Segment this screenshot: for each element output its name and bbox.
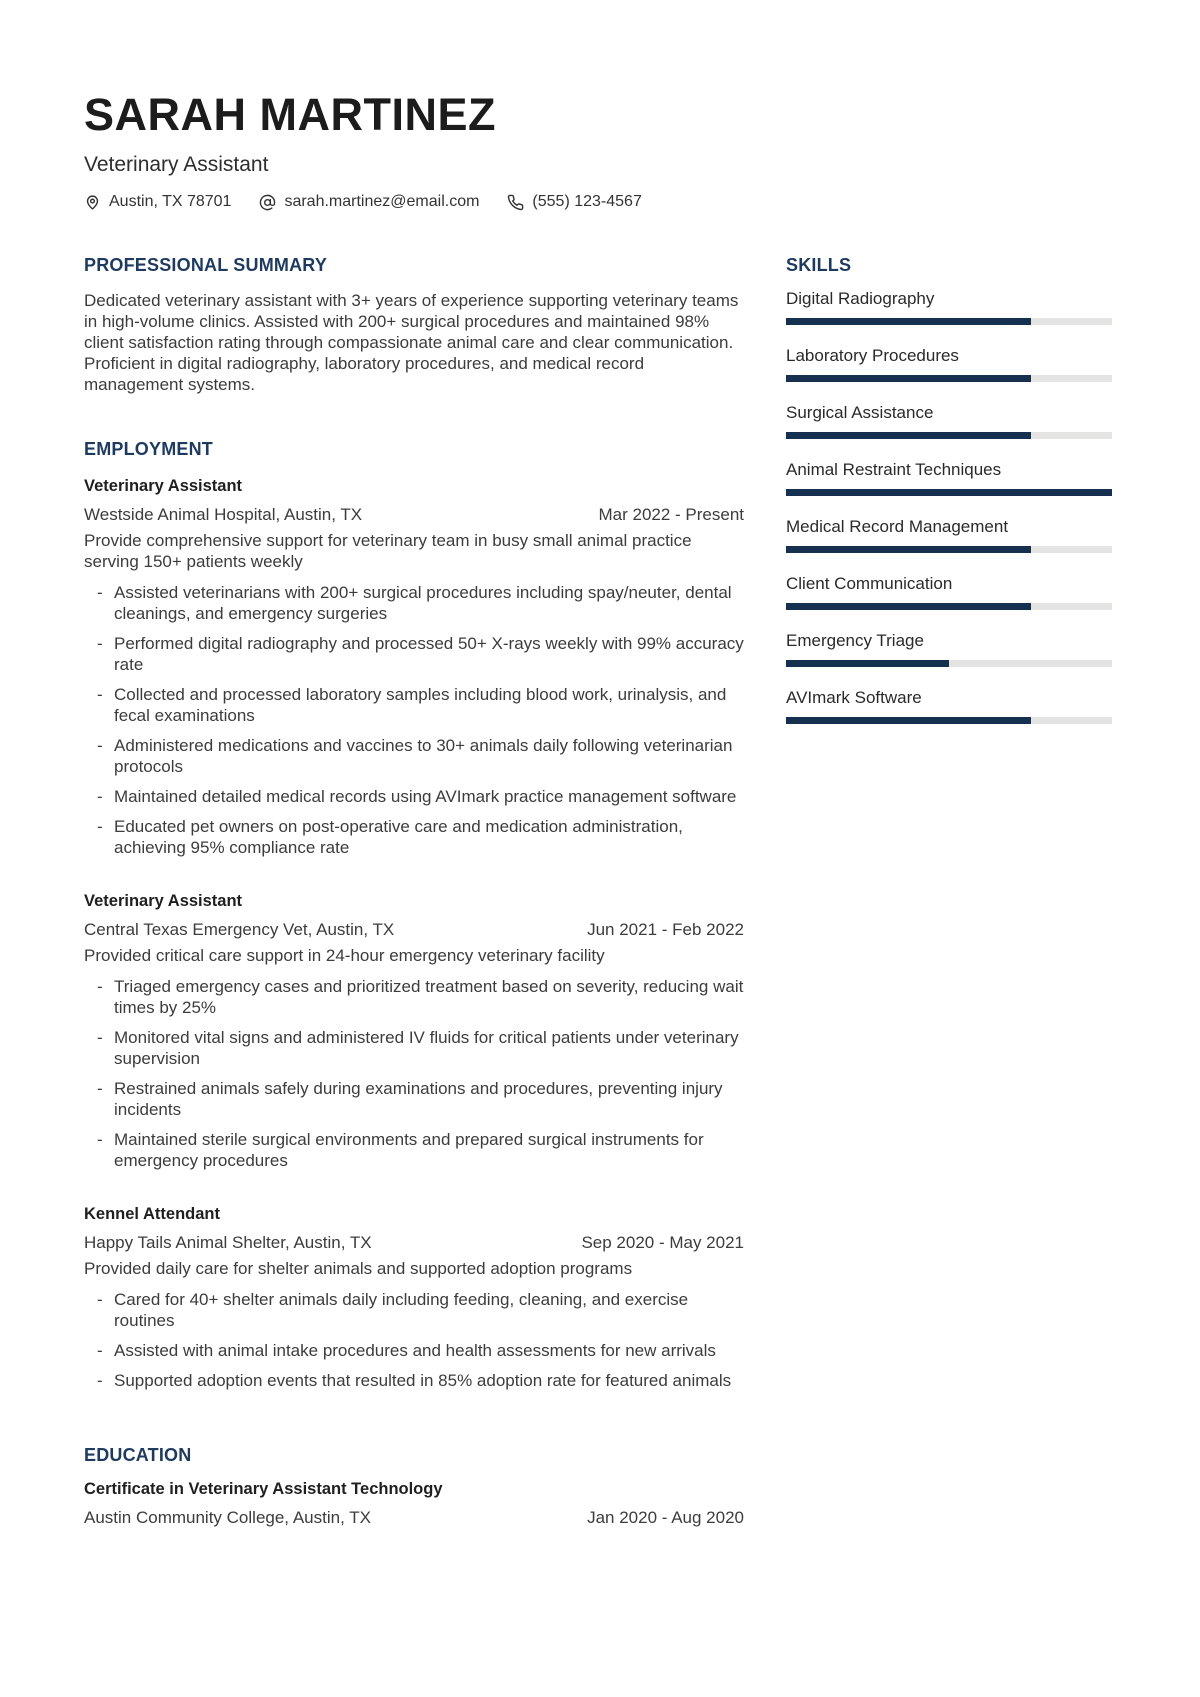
skill-bar-track	[786, 546, 1112, 553]
skill-label: Surgical Assistance	[786, 402, 934, 422]
employment-heading: EMPLOYMENT	[84, 438, 214, 459]
bullet-item: - Administered medications and vaccines to 30+ animals daily following veterinarian protocols	[84, 735, 744, 777]
skill-bar-fill	[786, 546, 1031, 553]
section-education	[84, 1445, 744, 1528]
skill-item	[786, 460, 1112, 496]
skill-item	[786, 403, 1112, 439]
skill-bar-fill	[786, 318, 1031, 325]
candidate-job-title: Veterinary Assistant	[84, 153, 269, 176]
skill-item	[786, 631, 1112, 667]
job-entry	[84, 477, 744, 858]
skill-bar-fill	[786, 489, 1112, 496]
skill-label: Laboratory Procedures	[786, 345, 959, 365]
job-bullets	[84, 582, 744, 858]
skill-bar-track	[786, 489, 1112, 496]
job-entry	[84, 892, 744, 1171]
resume-header	[84, 89, 1112, 211]
education-school: Austin Community College, Austin, TX	[84, 1508, 371, 1528]
job-company: Happy Tails Animal Shelter, Austin, TX	[84, 1232, 372, 1252]
job-meta-row	[84, 504, 744, 525]
map-pin-icon	[84, 194, 101, 211]
bullet-item: - Collected and processed laboratory samples including blood work, urinalysis, and fecal examinations	[84, 684, 744, 726]
bullet-item: - Monitored vital signs and administered IV fluids for critical patients under veterinary supervision	[84, 1027, 744, 1069]
section-skills	[786, 255, 1112, 1528]
summary-text: Dedicated veterinary assistant with 3+ years of experience supporting veterinary teams in high-volume clinics. Assisted with 200+ surgical procedures and maintained 98% client satisfaction rating through compassionate animal care and clear communication. Proficient in digital radiography, laboratory procedures, and medical record management systems.	[84, 290, 739, 394]
job-entry	[84, 1205, 744, 1391]
skill-bar-track	[786, 318, 1112, 325]
skill-bar-fill	[786, 432, 1031, 439]
contact-phone-text: (555) 123-4567	[532, 193, 642, 211]
at-sign-icon	[259, 194, 276, 211]
skill-bar-fill	[786, 717, 1031, 724]
main-column	[84, 255, 744, 1528]
bullet-item: - Assisted veterinarians with 200+ surgical procedures including spay/neuter, dental cleanings, and emergency surgeries	[84, 582, 744, 624]
job-dates: Mar 2022 - Present	[598, 505, 744, 525]
contact-phone	[507, 193, 641, 211]
skill-bar-fill	[786, 660, 949, 667]
section-employment	[84, 439, 744, 1391]
bullet-item: - Triaged emergency cases and prioritized treatment based on severity, reducing wait times by 25%	[84, 976, 744, 1018]
education-heading: EDUCATION	[84, 1444, 192, 1465]
bullet-item: - Performed digital radiography and processed 50+ X-rays weekly with 99% accuracy rate	[84, 633, 744, 675]
education-dates: Jan 2020 - Aug 2020	[587, 1508, 744, 1528]
content-columns	[84, 255, 1112, 1528]
bullet-item: - Assisted with animal intake procedures and health assessments for new arrivals	[84, 1340, 744, 1361]
job-dates: Jun 2021 - Feb 2022	[587, 920, 744, 940]
candidate-name: SARAH MARTINEZ	[84, 89, 496, 140]
skill-label: Emergency Triage	[786, 630, 924, 650]
phone-icon	[507, 194, 524, 211]
skills-heading: SKILLS	[786, 255, 852, 276]
bullet-item: - Maintained sterile surgical environments and prepared surgical instruments for emergency procedures	[84, 1129, 744, 1171]
skill-item	[786, 574, 1112, 610]
skill-item	[786, 688, 1112, 724]
bullet-item: - Restrained animals safely during examinations and procedures, preventing injury incidents	[84, 1078, 744, 1120]
job-description: Provided daily care for shelter animals and supported adoption programs	[84, 1258, 633, 1278]
job-dates: Sep 2020 - May 2021	[581, 1232, 744, 1252]
section-professional-summary	[84, 255, 744, 395]
job-company: Westside Animal Hospital, Austin, TX	[84, 505, 363, 525]
skill-item	[786, 517, 1112, 553]
job-title: Kennel Attendant	[84, 1205, 220, 1224]
job-title: Veterinary Assistant	[84, 892, 243, 911]
skill-bar-track	[786, 717, 1112, 724]
bullet-item: - Supported adoption events that resulted in 85% adoption rate for featured animals	[84, 1370, 744, 1391]
skill-bar-track	[786, 432, 1112, 439]
job-description: Provide comprehensive support for veterinary team in busy small animal practice serving 150+ patients weekly	[84, 531, 692, 572]
contact-location	[84, 193, 231, 211]
skill-label: AVImark Software	[786, 687, 922, 707]
summary-heading: PROFESSIONAL SUMMARY	[84, 255, 328, 276]
skill-bar-track	[786, 375, 1112, 382]
contact-email	[259, 193, 479, 211]
skill-label: Client Communication	[786, 573, 953, 593]
bullet-item: - Educated pet owners on post-operative care and medication administration, achieving 95% compliance rate	[84, 816, 744, 858]
contact-location-text: Austin, TX 78701	[109, 193, 232, 211]
skill-label: Medical Record Management	[786, 516, 1009, 536]
skill-bar-track	[786, 603, 1112, 610]
job-description: Provided critical care support in 24-hour emergency veterinary facility	[84, 946, 605, 966]
skill-bar-fill	[786, 603, 1031, 610]
bullet-item: - Maintained detailed medical records using AVImark practice management software	[84, 786, 744, 807]
contact-row	[84, 193, 1112, 211]
bullet-item: - Cared for 40+ shelter animals daily including feeding, cleaning, and exercise routines	[84, 1289, 744, 1331]
contact-email-text: sarah.martinez@email.com	[284, 193, 480, 211]
job-bullets	[84, 1289, 744, 1391]
skill-item	[786, 346, 1112, 382]
skill-item	[786, 289, 1112, 325]
job-title: Veterinary Assistant	[84, 477, 243, 496]
job-bullets	[84, 976, 744, 1171]
skill-bar-fill	[786, 375, 1031, 382]
job-meta-row	[84, 1232, 744, 1253]
job-meta-row	[84, 919, 744, 940]
education-meta-row	[84, 1507, 744, 1528]
skill-label: Animal Restraint Techniques	[786, 459, 1002, 479]
job-company: Central Texas Emergency Vet, Austin, TX	[84, 920, 395, 940]
skill-bar-track	[786, 660, 1112, 667]
education-degree: Certificate in Veterinary Assistant Technology	[84, 1479, 443, 1498]
skill-label: Digital Radiography	[786, 288, 935, 308]
